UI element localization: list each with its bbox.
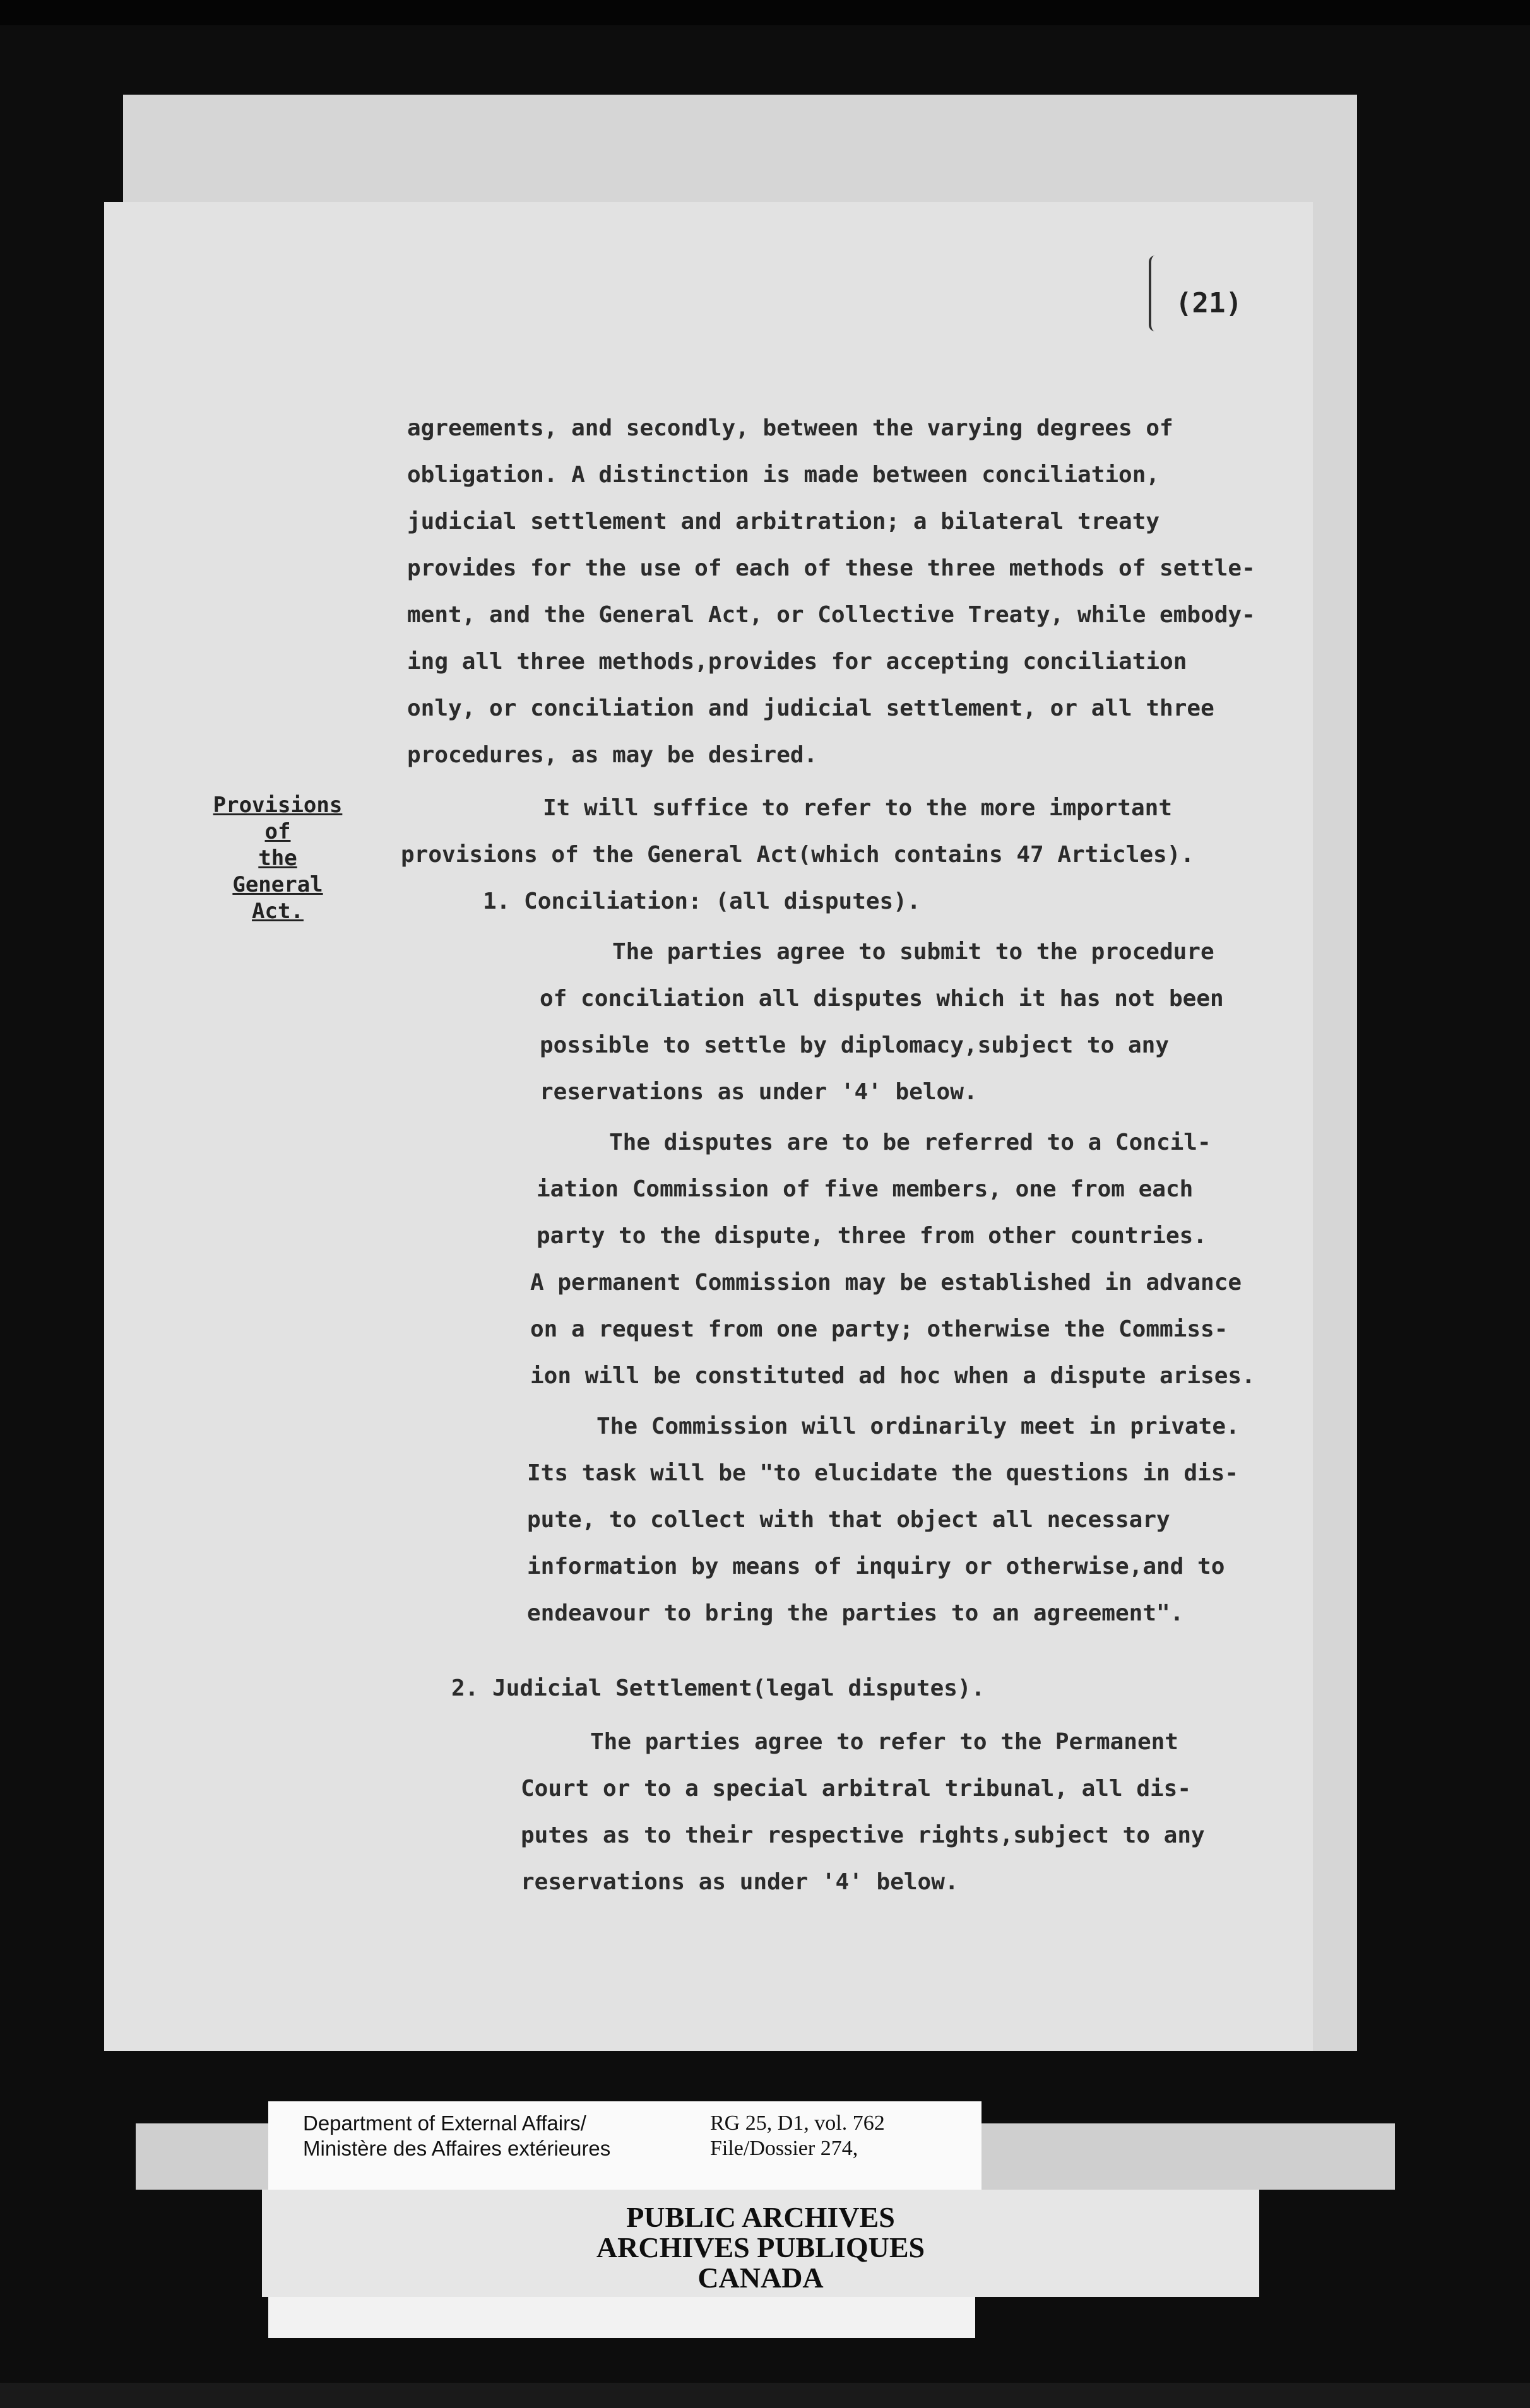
body-line: only, or conciliation and judicial settlement, or all three [407, 695, 1214, 721]
body-line: obligation. A distinction is made between conciliation, [407, 462, 1160, 488]
margin-note-line: of [264, 819, 291, 844]
body-line: putes as to their respective rights,subject to any [521, 1822, 1205, 1848]
margin-note-line: Act. [252, 899, 304, 924]
body-line: Court or to a special arbitral tribunal, all dis- [521, 1776, 1192, 1802]
body-line: provisions of the General Act(which contains 47 Articles). [401, 842, 1195, 868]
body-line: The parties agree to submit to the procedure [612, 939, 1214, 965]
department-name: Department of External Affairs/ Ministère des Affaires extérieures [303, 2111, 611, 2160]
archive-stamp-band [136, 2123, 268, 2190]
body-line: The Commission will ordinarily meet in private. [596, 1414, 1240, 1439]
body-line: The parties agree to refer to the Permanent [590, 1729, 1178, 1755]
body-line: iation Commission of five members, one from each [537, 1176, 1194, 1202]
film-border-top [0, 0, 1530, 25]
body-line: procedures, as may be desired. [407, 742, 818, 768]
body-line: information by means of inquiry or otherwise,and to [527, 1554, 1225, 1579]
body-line: of conciliation all disputes which it has not been [540, 986, 1224, 1012]
body-line: on a request from one party; otherwise the Commiss- [530, 1316, 1228, 1342]
archive-stamp-band [981, 2123, 1395, 2190]
handwritten-bracket-mark [1149, 256, 1160, 331]
archive-reference: RG 25, D1, vol. 762 File/Dossier 274, [710, 2111, 885, 2160]
body-line: party to the dispute, three from other countries. [537, 1223, 1207, 1249]
margin-note-line: the [258, 846, 297, 871]
film-border-bottom [0, 2383, 1530, 2408]
section-heading-judicial-settlement: 2. Judicial Settlement(legal disputes). [451, 1675, 985, 1701]
archive-stamp-text: PUBLIC ARCHIVES ARCHIVES PUBLIQUES CANADA [596, 2201, 925, 2294]
body-line: judicial settlement and arbitration; a bilateral treaty [407, 509, 1160, 534]
body-line: The disputes are to be referred to a Concil- [609, 1130, 1211, 1155]
body-line: It will suffice to refer to the more important [543, 795, 1172, 821]
body-line: ion will be constituted ad hoc when a dispute arises. [530, 1363, 1255, 1389]
body-line: pute, to collect with that object all necessary [527, 1507, 1170, 1533]
archive-stamp-tab [268, 2297, 975, 2338]
body-line: reservations as under '4' below. [540, 1079, 978, 1105]
margin-note-line: General [232, 872, 323, 897]
body-line: endeavour to bring the parties to an agreement". [527, 1600, 1184, 1626]
body-line: Its task will be "to elucidate the questions in dis- [527, 1460, 1239, 1486]
margin-note [189, 792, 366, 924]
body-line: provides for the use of each of these three methods of settle- [407, 555, 1255, 581]
body-line: reservations as under '4' below. [521, 1869, 959, 1895]
section-heading-conciliation: 1. Conciliation: (all disputes). [483, 888, 921, 914]
margin-note-line: Provisions [213, 793, 343, 818]
body-line: agreements, and secondly, between the varying degrees of [407, 415, 1173, 441]
body-line: ment, and the General Act, or Collective Treaty, while embody- [407, 602, 1255, 628]
body-line: possible to settle by diplomacy,subject to any [540, 1032, 1169, 1058]
body-line: ing all three methods,provides for accepting conciliation [407, 649, 1187, 675]
body-line: A permanent Commission may be established in advance [530, 1270, 1242, 1295]
page-number: (21) [1175, 287, 1242, 319]
